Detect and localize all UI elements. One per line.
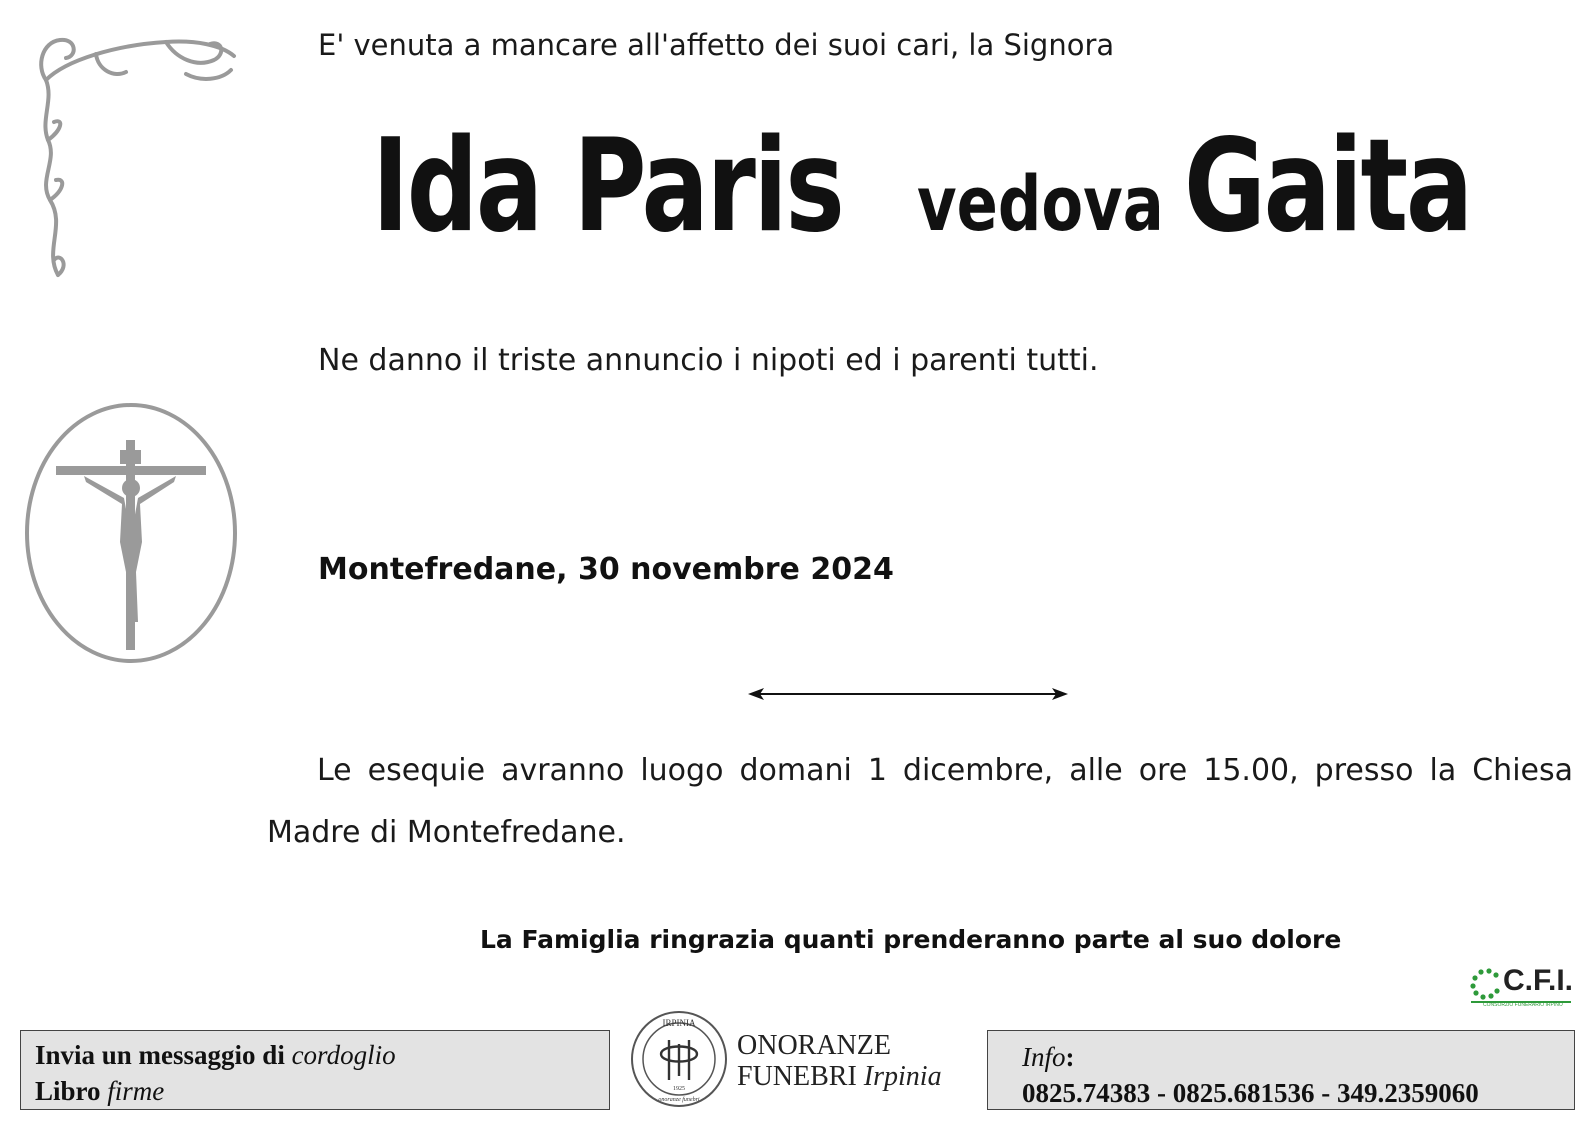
deceased-last-name: Gaita: [1183, 112, 1471, 261]
double-arrow-icon: [748, 686, 1068, 702]
thanks-text: La Famiglia ringrazia quanti prenderanno parte al suo dolore: [480, 925, 1342, 954]
seal-year-text: 1925: [673, 1086, 685, 1092]
condolence-box[interactable]: [20, 1030, 610, 1110]
corner-flourish-icon: [36, 30, 242, 286]
cfi-logo-subtext: CONSORZIO FUNERARIO IRPINO: [1483, 1002, 1563, 1008]
seal-bottom-text: onoranze funebri: [658, 1097, 700, 1103]
phone-numbers[interactable]: 0825.74383 - 0825.681536 - 349.2359060: [1022, 1078, 1479, 1108]
send-condolence-link[interactable]: Invia un messaggio di cordoglio: [35, 1040, 396, 1070]
announcement-text: Ne danno il triste annuncio i nipoti ed i parenti tutti.: [318, 343, 1099, 378]
funeral-home-seal: [630, 1010, 728, 1108]
funeral-details: Le esequie avranno luogo domani 1 dicembre, alle ore 15.00, presso la Chiesa Madre di Montefredane.: [267, 753, 1573, 850]
deceased-first-name: Ida Paris: [372, 112, 843, 261]
crucifix-icon: [24, 402, 238, 664]
seal-top-text: IRPINIA: [662, 1018, 696, 1028]
deceased-middle-word: vedova: [917, 159, 1164, 248]
place-and-date: Montefredane, 30 novembre 2024: [318, 552, 894, 587]
funeral-home-name: ONORANZE FUNEBRI Irpinia: [737, 1030, 942, 1092]
guestbook-link[interactable]: Libro firme: [35, 1076, 165, 1106]
info-label: Info:: [1022, 1042, 1075, 1072]
deceased-name: [372, 112, 1552, 261]
cfi-logo-text: C.F.I.: [1503, 964, 1574, 997]
intro-text: E' venuta a mancare all'affetto dei suoi cari, la Signora: [318, 28, 1115, 62]
info-box: [987, 1030, 1575, 1110]
